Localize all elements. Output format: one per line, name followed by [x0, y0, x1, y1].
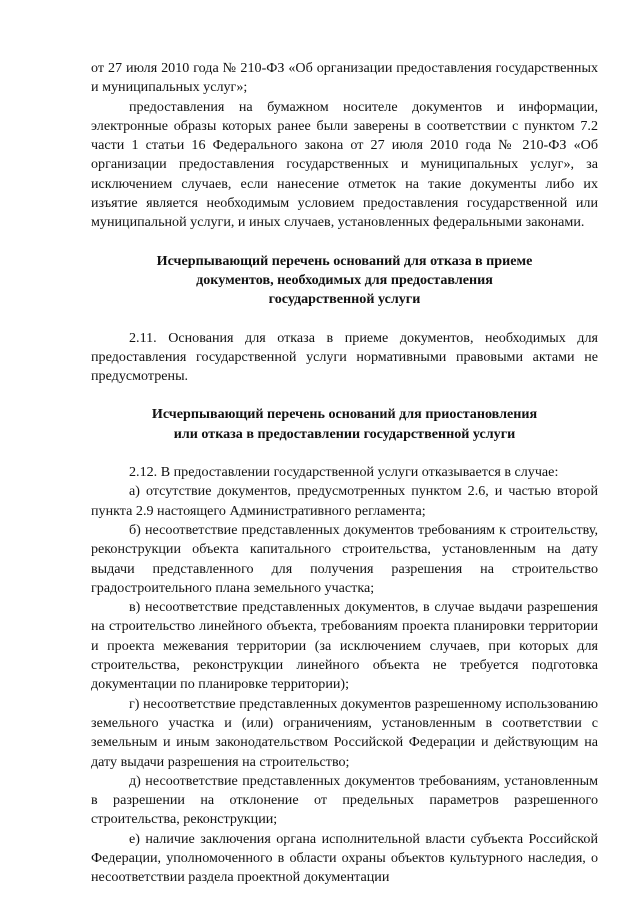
paragraph-intro-2: предоставления на бумажном носителе документов и информации, электронные образы которых ранее были заверены в соответствии с пунктом 7.2 части 1 статьи 16 Федерального закона от 27 июля 2010 года № 210-ФЗ «Об организации предоставления государственных и муниципальных услуг», за исключением случаев, если нанесение отметок на такие документы либо их изъятие является необходимым условием предоставления государственной или муниципальной услуги, и иных случаев, установленных федеральными законами.	[91, 98, 598, 231]
paragraph-intro-1: от 27 июля 2010 года № 210-ФЗ «Об организации предоставления государственных и муниципальных услуг»;	[91, 60, 598, 96]
paragraph-2-11: 2.11. Основания для отказа в приеме документов, необходимых для предоставления государственной услуги нормативными правовыми актами не предусмотрены.	[91, 329, 598, 385]
heading-line: документов, необходимых для предоставления	[196, 271, 493, 288]
list-item-g: г) несоответствие представленных документов разрешенному использованию земельного участка и (или) ограничениям, установленным в соответствии с земельным и иным законодательством Российской Федерации и действующим на дату выдачи разрешения на строительство;	[91, 695, 598, 770]
heading-line: Исчерпывающий перечень оснований для приостановления	[151, 406, 538, 423]
heading-line: или отказа в предоставлении государственной услуги	[173, 425, 516, 442]
list-item-d: д) несоответствие представленных документов требованиям, установленным в разрешении на отклонение от предельных параметров разрешенного строительства, реконструкции;	[91, 772, 598, 828]
list-item-e: е) наличие заключения органа исполнительной власти субъекта Российской Федерации, уполномоченного в области охраны объектов культурного наследия, о несоответствии раздела проектной документации	[91, 830, 598, 886]
heading-line: государственной услуги	[268, 291, 421, 308]
section-heading-suspension-refusal	[91, 405, 598, 444]
paragraph-2-12: 2.12. В предоставлении государственной услуги отказывается в случае:	[129, 464, 559, 481]
section-heading-refusal-acceptance	[91, 252, 598, 310]
list-item-v: в) несоответствие представленных документов, в случае выдачи разрешения на строительство линейного объекта, требованиям проекта планировки территории и проекта межевания территории (за исключением случаев, при которых для строительства, реконструкции линейного объекта не требуется подготовка документации по планировке территории);	[91, 599, 598, 693]
list-item-a: а) отсутствие документов, предусмотренных пунктом 2.6, и частью второй пункта 2.9 настоящего Административного регламента;	[91, 483, 598, 519]
list-item-b: б) несоответствие представленных документов требованиям к строительству, реконструкции объекта капитального строительства, установленным на дату выдачи представленного для получения разрешения на строительство градостроительного плана земельного участка;	[91, 521, 598, 596]
heading-line: Исчерпывающий перечень оснований для отказа в приеме	[156, 252, 533, 269]
